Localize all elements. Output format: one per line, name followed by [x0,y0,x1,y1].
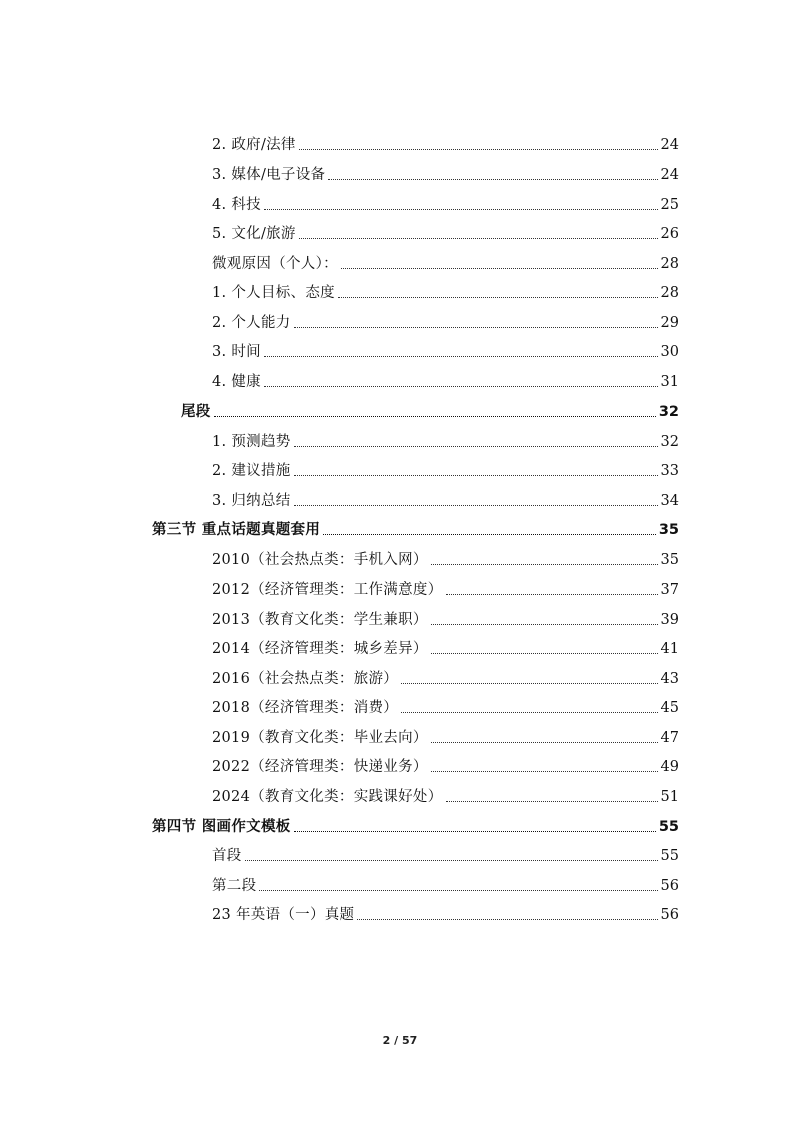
toc-entry-label: 5. 文化/旅游 [212,226,296,242]
toc-entry[interactable] [212,338,679,362]
toc-entry[interactable] [212,724,679,748]
toc-entry[interactable] [212,546,679,570]
toc-entry-page: 49 [660,759,679,775]
toc-entry-label: 2018（经济管理类：消费） [212,700,399,716]
toc-entry-page: 55 [658,819,679,835]
toc-entry-page: 28 [660,256,679,272]
dot-leader [341,268,658,269]
toc-entry[interactable] [212,872,679,896]
dot-leader [446,594,658,595]
toc-entry-label: 2. 政府/法律 [212,137,296,153]
dot-leader [264,209,658,210]
toc-entry[interactable] [212,368,679,392]
toc-entry-page: 24 [660,167,679,183]
toc-entry-page: 32 [660,434,679,450]
dot-leader [446,801,658,802]
toc-entry-page: 31 [660,374,679,390]
toc-entry[interactable] [212,694,679,718]
toc-entry[interactable] [212,753,679,777]
toc-entry-page: 56 [660,907,679,923]
dot-leader [431,564,658,565]
toc-entry-label: 2022（经济管理类：快递业务） [212,759,428,775]
toc-entry-section[interactable] [152,813,679,837]
toc-entry-label: 第二段 [212,878,257,894]
dot-leader [431,653,658,654]
toc-entry-label: 1. 预测趋势 [212,434,291,450]
toc-entry-label: 3. 归纳总结 [212,493,291,509]
toc-entry-page: 55 [660,848,679,864]
toc-entry-page: 30 [660,344,679,360]
dot-leader [299,149,658,150]
toc-entry[interactable] [212,191,679,215]
toc-entry-label: 1. 个人目标、态度 [212,285,335,301]
toc-entry-page: 33 [660,463,679,479]
page-indicator: 2 / 57 [382,1034,418,1047]
toc-entry-label: 2013（教育文化类：学生兼职） [212,612,428,628]
dot-leader [299,238,658,239]
dot-leader [323,534,656,535]
toc-entry-label: 2010（社会热点类：手机入网） [212,552,428,568]
toc-entry-heading[interactable] [181,398,679,422]
toc-entry-page: 39 [660,612,679,628]
toc-entry[interactable] [212,665,679,689]
toc-entry-label: 4. 科技 [212,197,261,213]
dot-leader [214,416,656,417]
toc-entry-page: 35 [658,522,679,538]
toc-entry-page: 32 [658,404,679,420]
toc-entry[interactable] [212,606,679,630]
toc-entry-label: 2019（教育文化类：毕业去向） [212,730,428,746]
toc-entry[interactable] [212,576,679,600]
toc-entry-label: 首段 [212,848,242,864]
toc-entry[interactable] [212,220,679,244]
dot-leader [294,475,658,476]
dot-leader [431,771,658,772]
toc-entry-label: 2. 个人能力 [212,315,291,331]
toc-entry-label: 第三节 重点话题真题套用 [152,522,321,538]
toc-entry[interactable] [212,428,679,452]
toc-entry[interactable] [212,250,679,274]
toc-entry-page: 56 [660,878,679,894]
dot-leader [328,179,657,180]
dot-leader [357,919,657,920]
toc-entry-page: 41 [660,641,679,657]
toc-entry-label: 2014（经济管理类：城乡差异） [212,641,428,657]
toc-entry[interactable] [212,635,679,659]
dot-leader [431,742,658,743]
dot-leader [294,831,656,832]
toc-entry-page: 34 [660,493,679,509]
toc-entry-label: 2024（教育文化类：实践课好处） [212,789,443,805]
dot-leader [294,446,658,447]
toc-entry[interactable] [212,842,679,866]
toc-entry-label: 第四节 图画作文模板 [152,819,291,835]
toc-entry[interactable] [212,279,679,303]
toc-entry-page: 45 [660,700,679,716]
toc-entry-label: 微观原因（个人）： [212,256,338,272]
dot-leader [401,712,657,713]
toc-entry-page: 28 [660,285,679,301]
toc-entry-page: 43 [660,671,679,687]
dot-leader [245,860,658,861]
toc-entry-page: 26 [660,226,679,242]
toc-entry-page: 51 [660,789,679,805]
dot-leader [431,624,658,625]
toc-entry-label: 2. 建议措施 [212,463,291,479]
dot-leader [338,297,658,298]
toc-entry[interactable] [212,457,679,481]
dot-leader [294,505,658,506]
toc-entry-label: 2012（经济管理类：工作满意度） [212,582,443,598]
dot-leader [264,386,658,387]
toc-entry[interactable] [212,161,679,185]
dot-leader [264,356,658,357]
toc-entry-label: 尾段 [181,404,211,420]
dot-leader [401,683,657,684]
dot-leader [294,327,658,328]
toc-entry[interactable] [212,901,679,925]
toc-entry-section[interactable] [152,516,679,540]
toc-entry[interactable] [212,487,679,511]
toc-entry-label: 2016（社会热点类：旅游） [212,671,399,687]
toc-entry-page: 29 [660,315,679,331]
toc-entry-label: 4. 健康 [212,374,261,390]
toc-entry[interactable] [212,783,679,807]
dot-leader [259,890,657,891]
toc-entry-label: 23 年英语（一）真题 [212,907,355,923]
toc-entry-label: 3. 时间 [212,344,261,360]
toc-entry-page: 47 [660,730,679,746]
toc-entry-page: 37 [660,582,679,598]
toc-entry[interactable] [212,309,679,333]
toc-entry-label: 3. 媒体/电子设备 [212,167,326,183]
toc-entry-page: 25 [660,197,679,213]
toc-entry-page: 35 [660,552,679,568]
toc-entry[interactable] [212,131,679,155]
toc-entry-page: 24 [660,137,679,153]
